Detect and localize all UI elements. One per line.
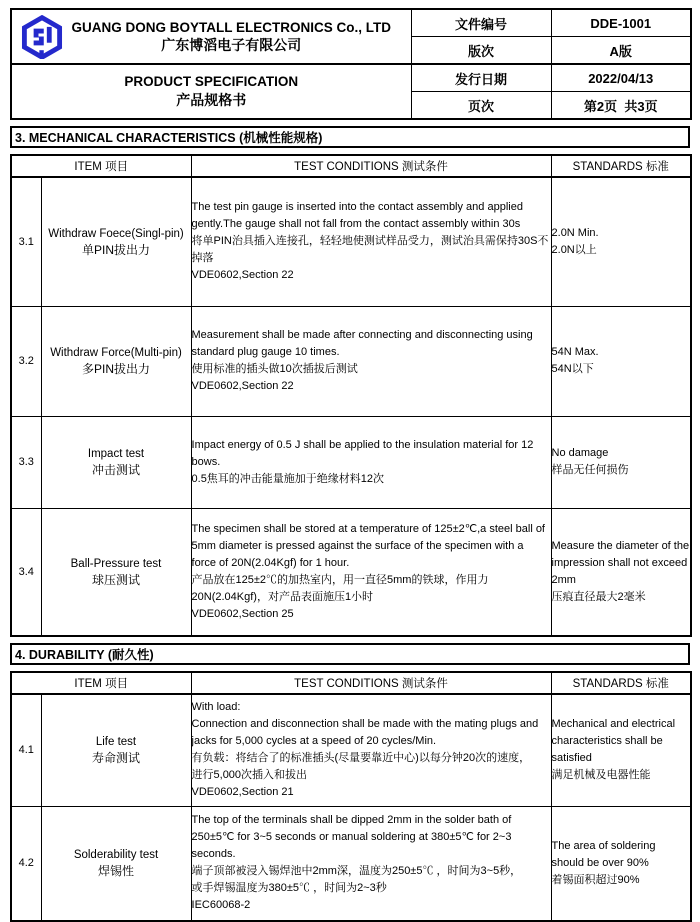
column-header-conditions: TEST CONDITIONS 测试条件: [191, 155, 551, 177]
doc-title-cn: 产品规格书: [176, 92, 247, 108]
field-value-doc-number: DDE-1001: [551, 9, 691, 37]
standard-line: 54N Max.: [551, 346, 599, 358]
standard-line: 2.0N Min.: [551, 226, 599, 239]
condition-line: 有负载：将结合了的标准插头(尽量要靠近中心)以每分钟20次的速度，: [191, 752, 531, 765]
standards-cell: [551, 306, 691, 416]
field-label-issue-date: 发行日期: [411, 64, 551, 92]
item-name-en: Ball-Pressure test: [70, 557, 162, 570]
column-header-item: ITEM 项目: [11, 672, 191, 694]
standard-line: 压痕直径最大2毫米: [551, 590, 646, 603]
condition-line: Connection and disconnection shall be made with the mating plugs and jacks for 5,000 cycles at a speed of 20 cycles/Min.: [191, 718, 539, 748]
section-title-durability: 4. DURABILITY (耐久性): [10, 643, 690, 665]
field-value-issue-date: 2022/04/13: [551, 64, 691, 92]
table-header-row: [11, 155, 691, 177]
row-number: 4.2: [11, 806, 41, 921]
standard-line: 样品无任何损伤: [551, 464, 629, 476]
field-label-page-number: 页次: [411, 92, 551, 120]
item-name-cn: 单PIN拔出力: [82, 242, 151, 257]
standard-line: Mechanical and electrical characteristics shall be satisfied: [551, 718, 676, 765]
condition-line: 20N(2.04Kgf)，对产品表面施压1小时: [191, 590, 374, 603]
item-cell: [41, 306, 191, 416]
condition-line: The top of the terminals shall be dipped 2mm in the solder bath of 250±5℃ for 3~5 seconds or manual soldering at 380±5℃ for 2~3 seconds.: [191, 814, 512, 861]
field-value-page-number: 第2页 共3页: [551, 92, 691, 120]
condition-line: With load:: [191, 701, 241, 714]
item-name-en: Withdraw Force(Multi-pin): [50, 347, 182, 359]
field-label-doc-number: 文件编号: [411, 9, 551, 37]
standards-cell: [551, 508, 691, 636]
standards-cell: [551, 806, 691, 921]
row-number: 4.1: [11, 694, 41, 806]
doc-title-en: PRODUCT SPECIFICATION: [124, 74, 299, 89]
condition-line: The specimen shall be stored at a temperature of 125±2℃,a steel ball of 5mm diameter is pressed against the surface of the specimen with a force of 20N(2.04Kgf) for 1 hour.: [191, 522, 545, 569]
condition-line: VDE0602,Section 25: [191, 607, 294, 620]
condition-line: 使用标准的插头做10次插拔后测试: [191, 363, 358, 375]
condition-line: 进行5,000次插入和拔出: [191, 769, 308, 782]
standards-cell: [551, 694, 691, 806]
standards-cell: [551, 177, 691, 306]
item-name-en: Withdraw Foece(Singl-pin): [48, 227, 184, 240]
condition-line: VDE0602,Section 22: [191, 269, 294, 282]
table-row: [11, 416, 691, 508]
company-name-en: GUANG DONG BOYTALL ELECTRONICS Co., LTD: [71, 19, 391, 35]
condition-line: VDE0602,Section 21: [191, 786, 294, 799]
standard-line: No damage: [551, 447, 609, 459]
standard-line: The area of soldering should be over 90%: [551, 839, 656, 869]
test-conditions-cell: [191, 806, 551, 921]
test-conditions-cell: [191, 177, 551, 306]
item-name-cn: 球压测试: [92, 572, 141, 587]
table-header-row: [11, 672, 691, 694]
test-conditions-cell: [191, 306, 551, 416]
company-cell: [11, 9, 411, 64]
standards-cell: [551, 416, 691, 508]
row-number: 3.4: [11, 508, 41, 636]
document-header-table: [10, 8, 692, 120]
item-cell: [41, 694, 191, 806]
company-logo-icon: [20, 15, 64, 59]
condition-line: 0.5焦耳的冲击能量施加于绝缘材料12次: [191, 472, 385, 485]
item-name-cn: 寿命测试: [92, 751, 141, 766]
table-row: [11, 508, 691, 636]
item-cell: [41, 416, 191, 508]
column-header-standards: STANDARDS 标准: [551, 672, 691, 694]
condition-line: 产品放在125±2℃的加热室内，用一直径5mm的铁球，作用力: [191, 573, 489, 586]
test-conditions-cell: [191, 694, 551, 806]
test-conditions-cell: [191, 416, 551, 508]
column-header-conditions: TEST CONDITIONS 测试条件: [191, 672, 551, 694]
table-row: [11, 806, 691, 921]
condition-line: VDE0602,Section 22: [191, 380, 294, 392]
field-label-revision: 版次: [411, 37, 551, 65]
durability-table: [10, 671, 692, 922]
table-row: [11, 694, 691, 806]
row-number: 3.2: [11, 306, 41, 416]
item-name-cn: 多PIN拔出力: [82, 362, 151, 376]
condition-line: The test pin gauge is inserted into the contact assembly and applied gently.The gauge shall not fall from the contact assembly within 30s: [191, 201, 523, 231]
row-number: 3.1: [11, 177, 41, 306]
standard-line: 着锡面积超过90%: [551, 873, 640, 886]
item-name-en: Life test: [95, 736, 137, 749]
item-name-en: Impact test: [87, 448, 145, 460]
condition-line: 端子顶部被浸入锡焊池中2mm深，温度为250±5℃ ，时间为3~5秒，: [191, 865, 522, 878]
item-name-cn: 焊锡性: [98, 864, 135, 879]
field-value-revision: A版: [551, 37, 691, 65]
standard-line: 满足机械及电器性能: [551, 769, 651, 782]
condition-line: 或手焊锡温度为380±5℃ ，时间为2~3秒: [191, 882, 387, 895]
condition-line: Impact energy of 0.5 J shall be applied to the insulation material for 12 bows.: [191, 438, 534, 468]
column-header-standards: STANDARDS 标准: [551, 155, 691, 177]
table-row: [11, 177, 691, 306]
standard-line: 2.0N以上: [551, 243, 597, 256]
condition-line: Measurement shall be made after connecting and disconnecting using standard plug gauge 10 times.: [191, 329, 533, 358]
mechanical-characteristics-table: [10, 154, 692, 637]
item-name-cn: 冲击测试: [92, 463, 141, 477]
item-cell: [41, 177, 191, 306]
item-cell: [41, 508, 191, 636]
doc-title-cell: [11, 64, 411, 119]
condition-line: 将单PIN治具插入连接孔，轻轻地使测试样品受力，测试治具需保持30S不掉落: [191, 235, 549, 265]
test-conditions-cell: [191, 508, 551, 636]
condition-line: IEC60068-2: [191, 899, 251, 912]
standard-line: Measure the diameter of the impression shall not exceed 2mm: [551, 539, 690, 586]
row-number: 3.3: [11, 416, 41, 508]
section-title-mechanical: 3. MECHANICAL CHARACTERISTICS (机械性能规格): [10, 126, 690, 148]
item-cell: [41, 806, 191, 921]
table-row: [11, 306, 691, 416]
column-header-item: ITEM 项目: [11, 155, 191, 177]
company-name-cn: 广东博滔电子有限公司: [161, 36, 302, 53]
standard-line: 54N以下: [551, 363, 594, 375]
item-name-en: Solderability test: [73, 849, 159, 862]
